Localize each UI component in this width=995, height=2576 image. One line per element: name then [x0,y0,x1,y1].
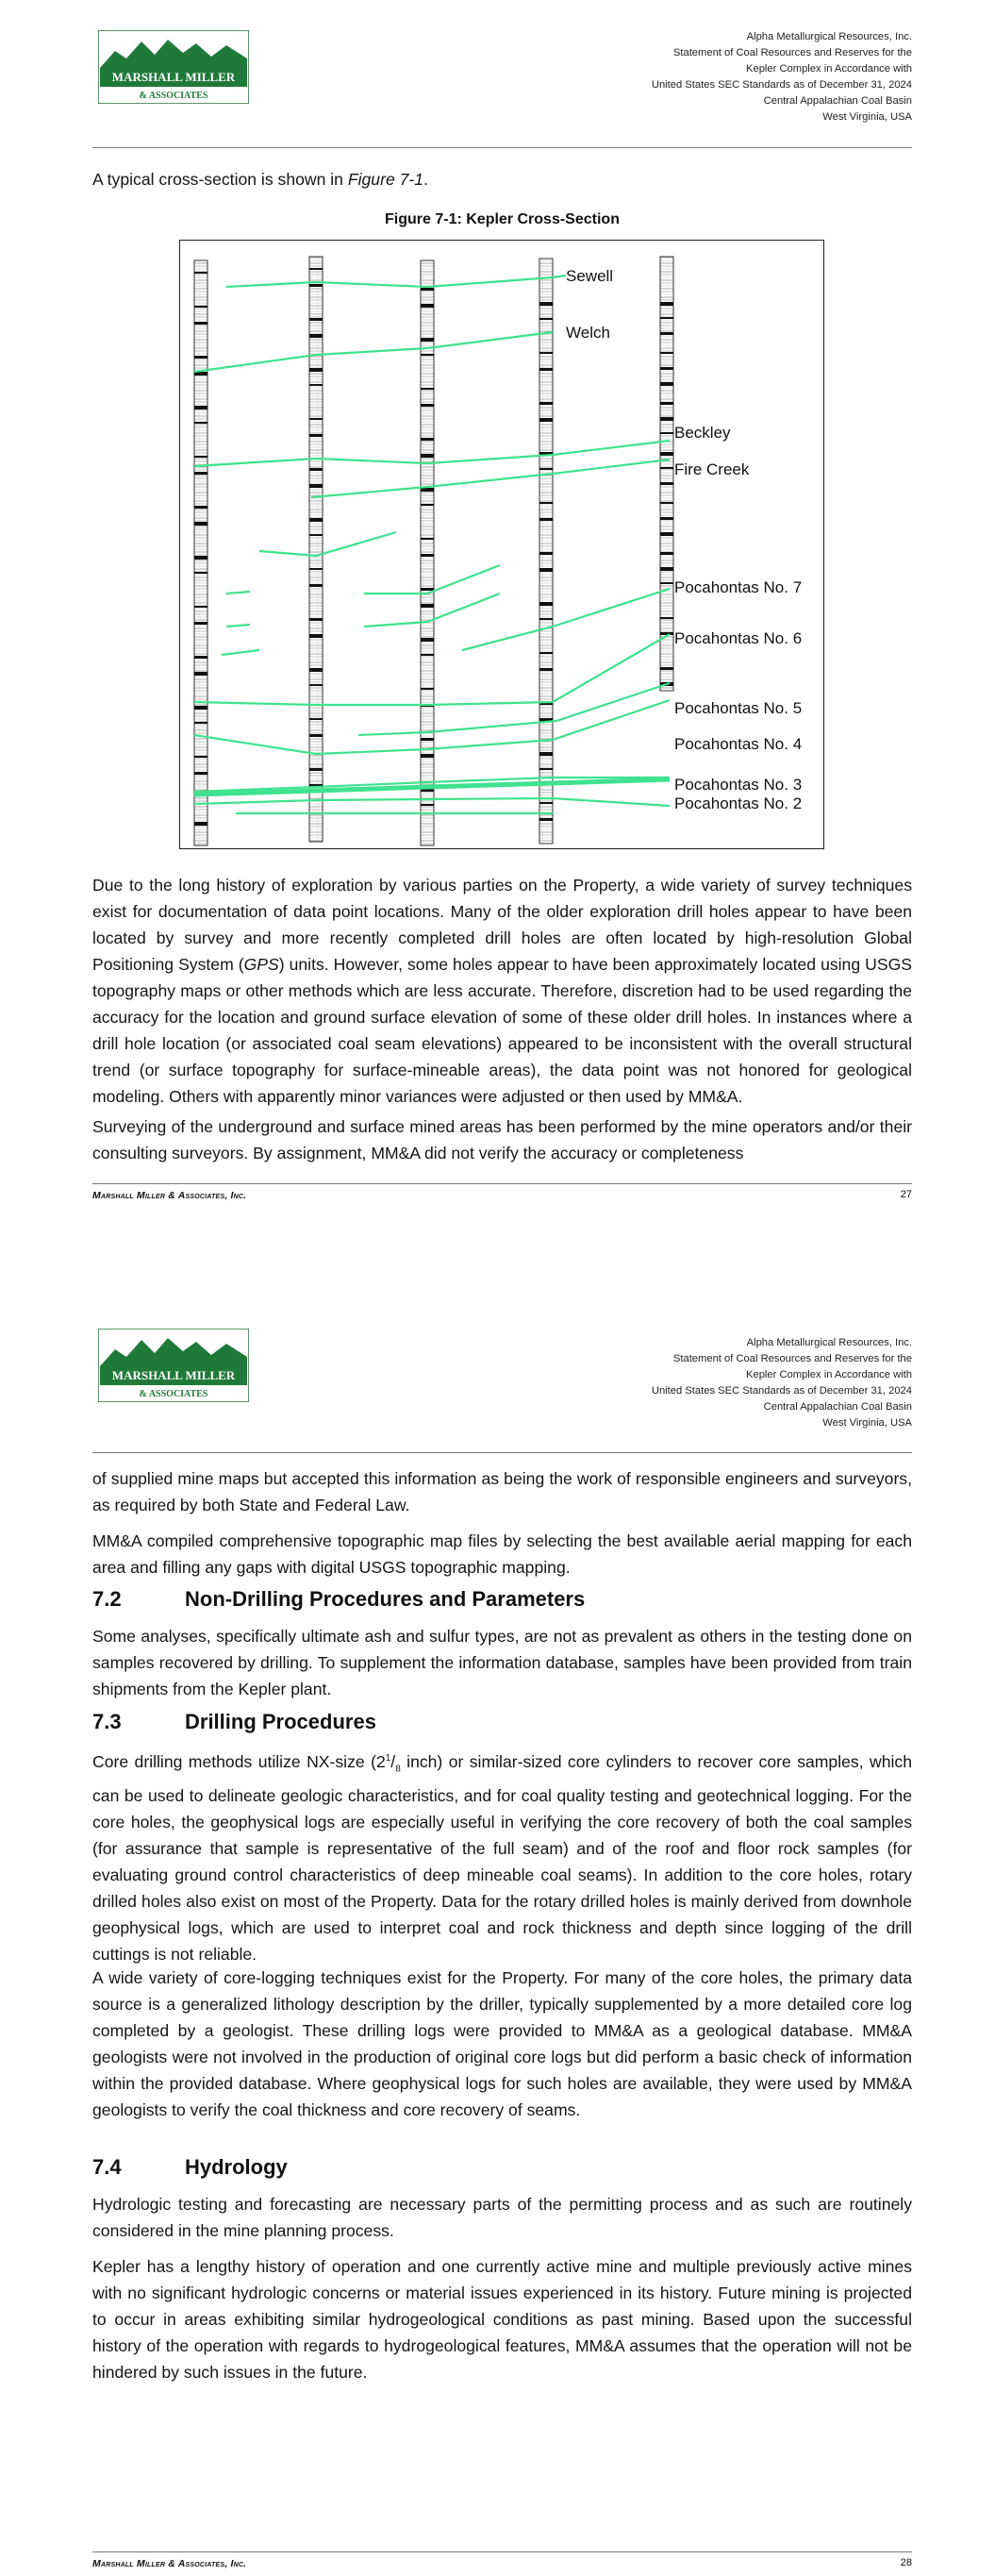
logo-subtext: & ASSOCIATES [139,91,208,101]
coal-band [194,822,207,826]
coal-band [309,368,323,372]
coal-band [194,322,207,325]
seam-label: Pocahontas No. 4 [674,735,803,753]
header-rule [92,147,912,148]
seam-label: Beckley [674,424,731,442]
coal-band [539,502,553,504]
coal-band [660,532,673,536]
section-heading-7-2: 7.2 Non-Drilling Procedures and Parameters [92,1587,586,1611]
coal-band [660,467,673,469]
paragraph: Surveying of the underground and surface mined areas has been performed by the mine operators and/or their consulting surveyors. By assignment, MM&A did not verify the accuracy or completeness [92,1117,912,1163]
coal-band [194,622,207,625]
coal-band [539,402,553,405]
coal-band [421,488,434,492]
coal-band [660,382,673,386]
seam-label: Pocahontas No. 2 [674,795,803,812]
coal-band [421,588,434,591]
coal-band [660,352,673,354]
coal-band [194,756,207,758]
paragraph: Due to the long history of exploration by various parties on the Property, a wide variety of survey techniques exist for documentation of data point locations. Many of the older exploration drill holes appear to have been located by survey and more recently completed drill holes are often located by high-resolution Global Positioning System (GPS) units. However, some holes appear to have been approximately located using USGS topography maps or other methods which are less accurate. Therefore, discretion had to be used regarding the accuracy for the location and ground surface elevation of some of these older drill holes. In instances where a drill hole location (or associated coal seam elevations) appeared to be inconsistent with the overall structural trend (or surface topography for surface-mineable areas), the data point was not honored for geological modeling. Others with apparently minor variances were adjusted or then used by MM&A. [92,876,912,1106]
page-header [516,1335,912,1431]
coal-band [539,468,553,470]
coal-band [421,754,434,758]
coal-band [194,272,207,274]
coal-band [421,804,434,806]
coal-band [539,818,553,821]
coal-band [539,618,553,620]
header-line: Central Appalachian Coal Basin [763,95,912,107]
header-line: Central Appalachian Coal Basin [763,1401,912,1413]
coal-band [194,606,207,608]
coal-band [194,672,207,676]
coal-band [309,568,323,570]
coal-band [660,582,673,584]
seam-label: Welch [566,324,610,342]
coal-band [309,468,323,471]
coal-band [421,654,434,656]
coal-band [309,518,323,522]
cross-section-figure [179,240,824,849]
coal-band [309,768,323,771]
coal-band [660,552,673,555]
coal-band [421,354,434,356]
header-line: United States SEC Standards as of December 31, 2024 [651,79,912,91]
coal-band [194,456,207,458]
figure-caption: Figure 7-1: Kepler Cross-Section [385,211,620,227]
seam-label: Pocahontas No. 5 [674,699,803,717]
coal-band [660,567,673,571]
paragraph: of supplied mine maps but accepted this information as being the work of responsible engineers and surveyors, as required by both State and Federal Law. [92,1469,912,1514]
coal-band [309,618,323,621]
coal-band [194,522,207,526]
coal-band [660,502,673,504]
section-heading-7-4: 7.4 Hydrology [92,2155,288,2179]
coal-band [660,302,673,306]
header-line: Statement of Coal Resources and Reserves for the [672,47,912,59]
coal-band [421,304,434,308]
coal-band [539,518,553,521]
coal-band [660,517,673,520]
coal-band [194,722,207,724]
page-header [516,29,912,125]
coal-band [421,688,434,690]
header-line: United States SEC Standards as of December 31, 2024 [651,1385,912,1397]
marshall-miller-logo [98,1329,249,1402]
coal-band [539,668,553,671]
footer-rule [92,1183,912,1184]
coal-band [194,772,207,775]
coal-band [421,538,434,540]
header-line: Statement of Coal Resources and Reserves for the [672,1353,912,1364]
coal-band [539,418,553,422]
coal-band [539,302,553,306]
paragraph: Core drilling methods utilize NX-size ($2^1/_8$ inch) or similar-sized core cylinders to recover core samples, which can be used to delineate geologic characteristics, and for coal quality testing and geotechnical logging. For the core holes, the geophysical logs are especially useful in verifying the core recovery of both the coal samples (for assurance that sample is representative of the full seam) and of the roof and floor rock samples (for evaluating ground control characteristics of deep mineable coal seams). In addition to the core holes, rotary drilled holes also exist on most of the Property. Data for the rotary drilled holes is mainly derived from downhole geophysical logs, which are used to interpret coal and rock thickness and depth since logging of the drill cuttings is not reliable. [92,1751,912,1965]
coal-band [660,667,673,670]
coal-band [539,752,553,756]
header-line: Kepler Complex in Accordance with [746,1369,912,1380]
coal-band [421,554,434,557]
coal-band [194,406,207,410]
coal-band [660,432,673,434]
coal-band [309,584,323,587]
coal-band [660,317,673,319]
coal-band [421,404,434,407]
header-line: Kepler Complex in Accordance with [746,63,912,75]
coal-band [660,617,673,619]
intro-text: A typical cross-section is shown in Figure 7-1. [92,170,428,189]
footer-rule [92,2551,912,2552]
coal-band [309,434,323,437]
coal-band [660,417,673,421]
marshall-miller-logo [98,30,249,104]
coal-band [309,734,323,737]
coal-band [421,454,434,458]
coal-band [194,506,207,509]
page-number: 27 [900,1189,912,1200]
header-rule [92,1452,912,1453]
paragraph: Hydrologic testing and forecasting are necessary parts of the permitting process and as such are routinely considered in the mine planning process. [92,2195,912,2240]
coal-band [309,384,323,386]
coal-band [421,504,434,506]
coal-band [660,367,673,370]
figure-reference[interactable]: Figure 7-1 [347,170,424,189]
coal-band [309,484,323,488]
coal-band [421,338,434,342]
coal-band [194,572,207,574]
seam-label: Pocahontas No. 3 [674,776,803,794]
paragraph: Some analyses, specifically ultimate ash and sulfur types, are not as prevalent as others in the testing done on samples recovered by drilling. To supplement the information database, samples have been provided from train shipments from the Kepler plant. [92,1627,912,1698]
coal-band [539,352,553,354]
seam-label: Pocahontas No. 7 [674,578,803,596]
coal-band [194,472,207,475]
coal-band [539,652,553,654]
header-line: West Virginia, USA [822,111,912,123]
coal-band [309,418,323,420]
coal-band [539,552,553,555]
coal-band [539,368,553,371]
coal-band [421,604,434,608]
coal-band [539,318,553,320]
coal-band [309,284,323,287]
coal-band [194,356,207,359]
coal-band [194,306,207,308]
page-28 [0,1304,995,2576]
coal-band [421,438,434,441]
page-number: 28 [900,2557,912,2568]
coal-band [194,556,207,560]
paragraph: A wide variety of core-logging techniques exist for the Property. For many of the core holes, the primary data source is a generalized lithology description by the driller, typically supplemented by a more detailed core log completed by a geologist. These drilling logs were provided to MM&A as a geological database. MM&A geologists were not involved in the production of original core logs but did perform a basic check of information within the provided database. Where geophysical logs for such holes are available, they were used by MM&A geologists to verify the coal thickness and core recovery of seams. [92,1968,912,2119]
coal-band [309,718,323,720]
logo-text: MARSHALL MILLER [111,1368,236,1382]
coal-band [421,638,434,642]
coal-band [309,534,323,536]
coal-band [660,332,673,335]
coal-band [309,634,323,638]
header-line: West Virginia, USA [822,1417,912,1429]
drill-hole-log [660,257,673,691]
seam-label: Fire Creek [674,460,750,478]
coal-band [539,802,553,804]
coal-band [194,656,207,659]
section-heading-7-3: 7.3 Drilling Procedures [92,1710,376,1733]
coal-band [539,568,553,572]
coal-band [660,402,673,405]
coal-band [539,602,553,606]
footer-company: Marshall Miller & Associates, Inc. [92,1190,247,1201]
paragraph: MM&A compiled comprehensive topographic map files by selecting the best available aerial mapping for each area and filling any gaps with digital USGS topographic mapping. [92,1531,912,1577]
coal-band [194,706,207,710]
coal-band [421,388,434,390]
coal-band [421,288,434,291]
coal-band [309,334,323,338]
coal-band [309,318,323,321]
seam-label: Pocahontas No. 6 [674,629,803,647]
paragraph: Kepler has a lengthy history of operation and one currently active mine and multiple previously active mines with no significant hydrologic concerns or material issues experienced in its history. Future mining is projected to occur in areas exhibiting similar hydrogeological conditions as past mining. Based upon the successful history of the operation with regards to hydrogeological features, MM&A assumes that the operation will not be hindered by such issues in the future. [92,2257,912,2382]
coal-band [539,768,553,770]
header-line: Alpha Metallurgical Resources, Inc. [746,1337,912,1348]
coal-band [660,482,673,485]
coal-band [309,668,323,672]
coal-band [421,738,434,741]
logo-text: MARSHALL MILLER [111,70,236,84]
coal-band [309,268,323,270]
header-line: Alpha Metallurgical Resources, Inc. [746,31,912,42]
coal-band [194,422,207,424]
seam-label: Sewell [566,267,614,285]
coal-band [309,684,323,686]
footer-company: Marshall Miller & Associates, Inc. [92,2558,247,2569]
coal-band [660,452,673,456]
logo-subtext: & ASSOCIATES [139,1389,208,1399]
